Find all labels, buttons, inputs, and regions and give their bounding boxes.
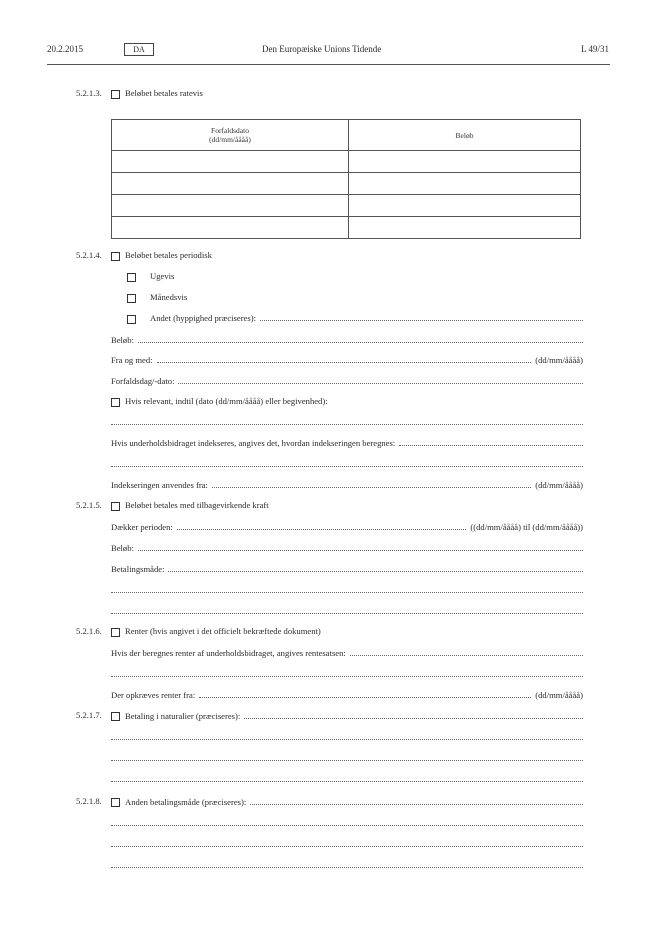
section-number: 5.2.1.6. — [76, 626, 102, 636]
fill-line[interactable] — [399, 437, 583, 446]
checkbox-in-kind[interactable] — [111, 712, 120, 721]
field-label: Beløb: — [111, 543, 134, 553]
fill-line[interactable] — [111, 773, 583, 782]
period-format-hint: ((dd/mm/åååå) til (dd/mm/åååå)) — [470, 522, 583, 532]
due-date-cell[interactable] — [112, 195, 349, 217]
other-method-continuation-3[interactable] — [111, 859, 583, 871]
section-number: 5.2.1.7. — [76, 710, 102, 720]
journal-title: Den Europæiske Unions Tidende — [262, 44, 382, 54]
fill-line[interactable] — [138, 334, 583, 343]
fill-line[interactable] — [350, 647, 583, 656]
section-label: Renter (hvis angivet i det officielt bekræftede dokument) — [125, 626, 321, 636]
fill-line[interactable] — [138, 542, 583, 551]
fill-line[interactable] — [111, 752, 583, 761]
field-label: Dækker perioden: — [111, 522, 173, 532]
table-row — [112, 195, 581, 217]
field-label: Fra og med: — [111, 355, 153, 365]
option-monthly-label: Månedsvis — [150, 292, 188, 302]
field-label: Hvis underholdsbidraget indekseres, angives det, hvordan indekseringen beregnes: — [111, 438, 396, 448]
fill-line[interactable] — [111, 668, 583, 677]
fill-line[interactable] — [111, 817, 583, 826]
column-subtitle: (dd/mm/åååå) — [209, 135, 251, 144]
in-kind-continuation-2[interactable] — [111, 752, 583, 764]
fill-line[interactable] — [250, 796, 583, 805]
table-row — [112, 151, 581, 173]
date-format-hint: (dd/mm/åååå) — [535, 355, 583, 365]
column-title: Forfaldsdato — [211, 126, 249, 135]
section-label: Beløbet betales periodisk — [125, 250, 212, 260]
payment-method-continuation-1[interactable] — [111, 584, 583, 596]
field-label: Betalingsmåde: — [111, 564, 165, 574]
due-date-cell[interactable] — [112, 173, 349, 195]
until-field[interactable] — [111, 416, 583, 428]
table-row — [112, 217, 581, 239]
checkbox-other-frequency[interactable] — [127, 315, 136, 324]
fill-line[interactable] — [111, 605, 583, 614]
field-label: Indekseringen anvendes fra: — [111, 480, 208, 490]
fill-line[interactable] — [168, 563, 583, 572]
checkbox-monthly[interactable] — [127, 294, 136, 303]
other-frequency-field[interactable] — [150, 312, 583, 324]
amount-cell[interactable] — [349, 195, 581, 217]
retro-amount-field[interactable] — [111, 542, 583, 554]
option-weekly-label: Ugevis — [150, 271, 175, 281]
fill-line[interactable] — [177, 521, 467, 530]
amount-field[interactable] — [111, 334, 583, 346]
publication-date: 20.2.2015 — [47, 44, 83, 54]
payment-method-field[interactable] — [111, 563, 583, 575]
installments-table — [111, 119, 581, 239]
checkbox-weekly[interactable] — [127, 273, 136, 282]
fill-line[interactable] — [111, 859, 583, 868]
from-date-field[interactable] — [111, 354, 583, 366]
table-row — [112, 173, 581, 195]
checkbox-interest[interactable] — [111, 628, 120, 637]
fill-line[interactable] — [260, 312, 583, 321]
in-kind-continuation-3[interactable] — [111, 773, 583, 785]
section-label: Beløbet betales ratevis — [125, 88, 203, 98]
header-divider — [47, 64, 610, 65]
until-label: Hvis relevant, indtil (dato (dd/mm/åååå) eller begivenhed): — [125, 396, 328, 406]
field-label: Der opkræves renter fra: — [111, 690, 196, 700]
field-label: Betaling i naturalier (præciseres): — [125, 711, 241, 721]
section-number: 5.2.1.5. — [76, 500, 102, 510]
language-badge: DA — [124, 43, 154, 56]
section-number: 5.2.1.8. — [76, 796, 102, 806]
date-format-hint: (dd/mm/åååå) — [535, 690, 583, 700]
fill-line[interactable] — [111, 731, 583, 740]
page-reference: L 49/31 — [581, 44, 609, 54]
section-label: Beløbet betales med tilbagevirkende kraft — [125, 500, 269, 510]
amount-cell[interactable] — [349, 217, 581, 239]
fill-line[interactable] — [212, 479, 531, 488]
interest-rate-continuation[interactable] — [111, 668, 583, 680]
amount-cell[interactable] — [349, 151, 581, 173]
field-label: Beløb: — [111, 335, 134, 345]
fill-line[interactable] — [111, 458, 583, 467]
fill-line[interactable] — [111, 416, 583, 425]
field-label: Hvis der beregnes renter af underholdsbidraget, angives rentesatsen: — [111, 648, 346, 658]
field-label: Andet (hyppighed præciseres): — [150, 313, 256, 323]
column-header-due-date — [112, 120, 349, 151]
field-label: Anden betalingsmåde (præciseres): — [125, 797, 247, 807]
checkbox-installments[interactable] — [111, 90, 120, 99]
other-method-continuation-2[interactable] — [111, 838, 583, 850]
section-number: 5.2.1.4. — [76, 250, 102, 260]
period-field[interactable] — [111, 521, 583, 533]
due-day-field[interactable] — [111, 375, 583, 387]
field-label: Forfaldsdag/-dato: — [111, 376, 175, 386]
checkbox-retroactive[interactable] — [111, 502, 120, 511]
amount-cell[interactable] — [349, 173, 581, 195]
other-method-field[interactable] — [125, 796, 583, 808]
interest-from-field[interactable] — [111, 689, 583, 701]
payment-method-continuation-2[interactable] — [111, 605, 583, 617]
section-number: 5.2.1.3. — [76, 88, 102, 98]
fill-line[interactable] — [244, 710, 583, 719]
fill-line[interactable] — [157, 354, 532, 363]
checkbox-until[interactable] — [111, 398, 120, 407]
in-kind-continuation-1[interactable] — [111, 731, 583, 743]
fill-line[interactable] — [111, 838, 583, 847]
table-header-row — [112, 120, 581, 151]
checkbox-periodic[interactable] — [111, 252, 120, 261]
column-header-amount: Beløb — [349, 120, 581, 151]
date-format-hint: (dd/mm/åååå) — [535, 480, 583, 490]
in-kind-field[interactable] — [125, 710, 583, 722]
interest-rate-field[interactable] — [111, 647, 583, 659]
due-date-cell[interactable] — [112, 151, 349, 173]
fill-line[interactable] — [111, 584, 583, 593]
indexation-field[interactable] — [111, 437, 583, 449]
fill-line[interactable] — [178, 375, 583, 384]
indexation-continuation-field[interactable] — [111, 458, 583, 470]
other-method-continuation-1[interactable] — [111, 817, 583, 829]
checkbox-other-method[interactable] — [111, 798, 120, 807]
indexation-from-field[interactable] — [111, 479, 583, 491]
due-date-cell[interactable] — [112, 217, 349, 239]
fill-line[interactable] — [199, 689, 531, 698]
